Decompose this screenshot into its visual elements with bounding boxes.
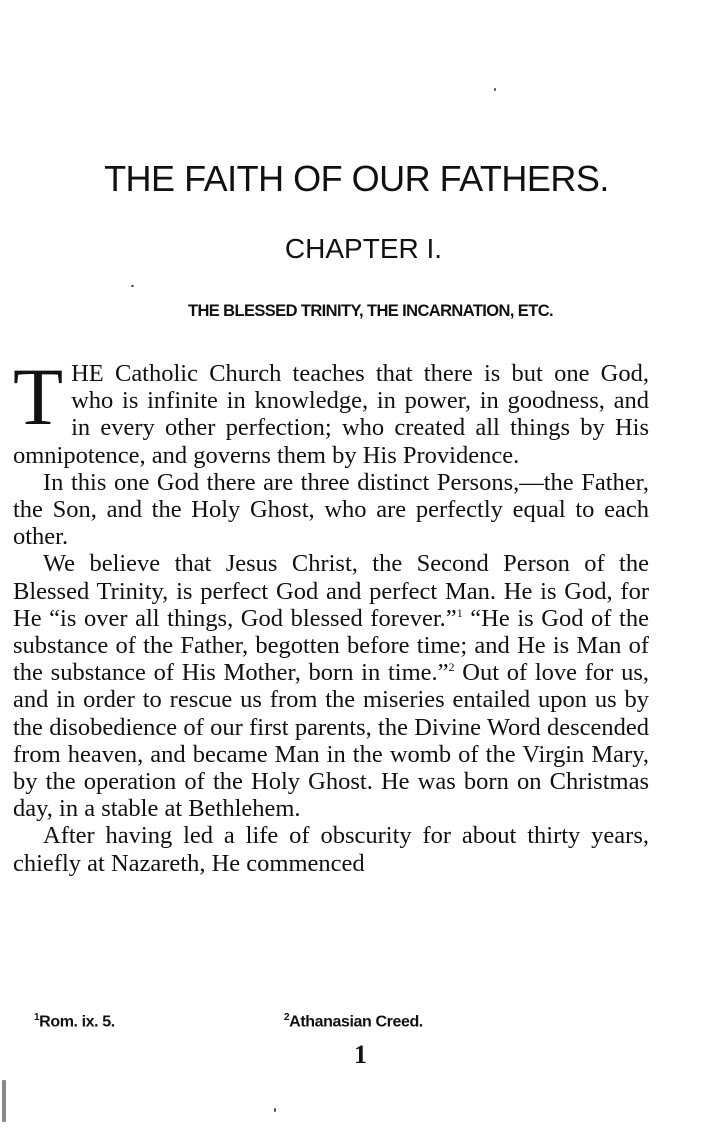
footnote-1-text: Rom. ix. 5. <box>39 1013 115 1031</box>
book-title: THE FAITH OF OUR FATHERS. <box>104 158 609 199</box>
body-text <box>13 351 649 877</box>
paragraph-3 <box>13 550 649 822</box>
scan-speck <box>131 285 134 287</box>
paragraph-2: In this one God there are three distinct Persons,—the Father, the Son, and the Holy Ghost, who are perfectly equal to each other. <box>13 468 649 551</box>
footnote-1 <box>34 1012 115 1031</box>
footnote-2-text: Athanasian Creed. <box>289 1013 423 1031</box>
paragraph-4: After having led a life of obscurity for about thirty years, chiefly at Nazareth, He commenced <box>13 822 649 877</box>
paragraph-3-text-b: “He is God of the substance of the Father, begotten before time; and He is Man of the substance of His Mother, born in time.” <box>13 604 649 687</box>
scan-speck <box>274 1108 276 1112</box>
footnote-1-mark: 1 <box>34 1012 40 1023</box>
paragraph-1 <box>13 351 649 469</box>
paragraph-3-text-a: We believe that Jesus Christ, the Second Person of the Blessed Trinity, is perfect God and perfect Man. He is God, for He “is over all things, God blessed forever.” <box>13 550 649 632</box>
scan-speck <box>494 88 496 91</box>
paragraph-1-text: HE Catholic Church teaches that there is but one God, who is infinite in knowledge, in power, in goodness, and in every other perfection; who created all things by His omnipotence, and governs them by His Providence. <box>13 360 649 469</box>
chapter-subtitle: THE BLESSED TRINITY, THE INCARNATION, ETC. <box>187 302 553 320</box>
drop-cap: T <box>13 351 64 442</box>
page-number: 1 <box>354 1040 367 1069</box>
footnote-2 <box>284 1012 423 1031</box>
paragraph-3-text-c: Out of love for us, and in order to rescue us from the miseries entailed upon us by the disobedience of our first parents, the Divine Word descended from heaven, and became Man in the womb of the Virgin Mary, by the operation of the Holy Ghost. He was born on Christmas day, in a stable at Bethlehem. <box>13 659 649 823</box>
footnote-ref-2: 2 <box>448 660 455 675</box>
scan-speck <box>2 1080 6 1122</box>
footnote-2-mark: 2 <box>284 1012 290 1023</box>
footnote-ref-1: 1 <box>456 605 463 620</box>
chapter-heading: CHAPTER I. <box>284 233 443 264</box>
